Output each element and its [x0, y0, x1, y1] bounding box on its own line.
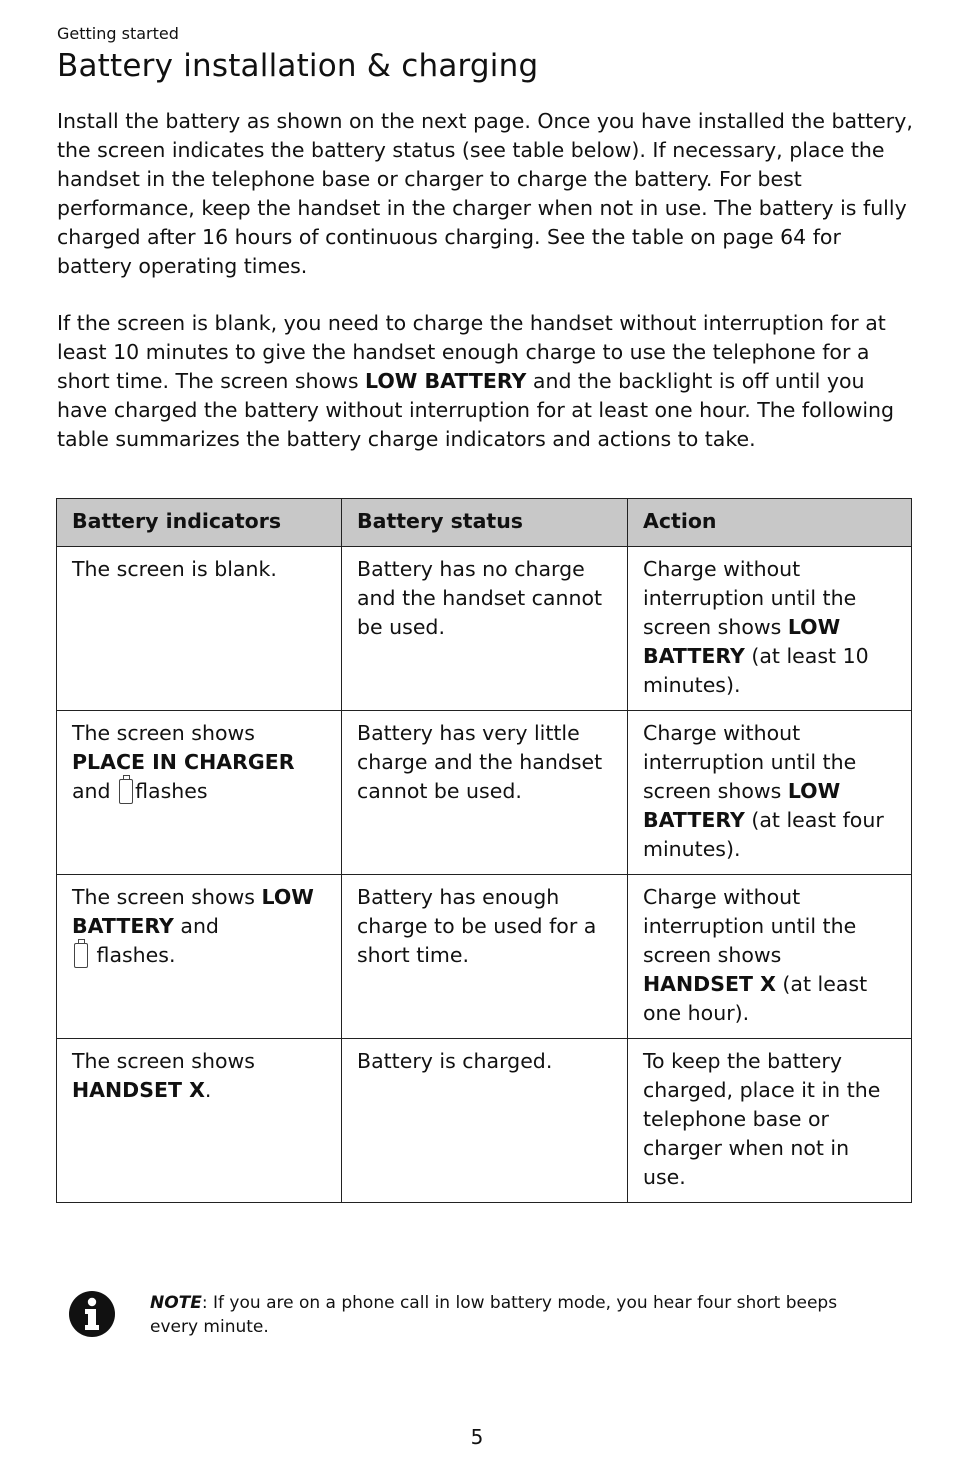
cell-text: flashes [135, 779, 208, 803]
screen-message: HANDSET X [643, 972, 776, 996]
action-cell: To keep the battery charged, place it in the telephone base or charger when not in use. [628, 1039, 912, 1203]
table-row [57, 547, 912, 711]
column-header-action: Action [628, 499, 912, 547]
screen-message: HANDSET X [72, 1078, 205, 1102]
note-text [150, 1291, 890, 1339]
cell-text: The screen shows [72, 885, 262, 909]
empty-battery-icon [119, 779, 133, 804]
cell-text: Charge without interruption until the screen shows [643, 885, 857, 967]
cell-text: (at least 10 minutes). [643, 644, 869, 697]
cell-text: and [72, 779, 111, 803]
note-body: : If you are on a phone call in low battery mode, you hear four short beeps every minute. [150, 1293, 838, 1337]
indicator-cell [57, 711, 342, 875]
note-label: NOTE [150, 1293, 202, 1313]
table-header-row [57, 499, 912, 547]
cell-text: flashes. [96, 943, 176, 967]
screen-message: PLACE IN CHARGER [72, 750, 295, 774]
status-cell: Battery has no charge and the handset cannot be used. [342, 547, 628, 711]
action-cell [628, 711, 912, 875]
page-number: 5 [470, 1425, 484, 1449]
cell-text: Charge without interruption until the screen shows [643, 721, 857, 803]
info-icon [68, 1290, 116, 1338]
indicator-cell [57, 547, 342, 711]
column-header-status: Battery status [342, 499, 628, 547]
action-cell [628, 547, 912, 711]
indicator-cell [57, 875, 342, 1039]
cell-text: . [204, 1078, 212, 1102]
battery-indicator-table [56, 498, 912, 1203]
cell-text: (at least one hour). [643, 972, 868, 1025]
cell-text: The screen shows [72, 1049, 255, 1073]
status-cell: Battery has very little charge and the handset cannot be used. [342, 711, 628, 875]
paragraph-text: and the backlight is off until you have charged the battery without interruption for at least one hour. The following table summarizes the battery charge indicators and actions to take. [57, 369, 895, 451]
table-row [57, 1039, 912, 1203]
intro-paragraph: Install the battery as shown on the next page. Once you have installed the battery, the screen indicates the battery status (see table below). If necessary, place the handset in the telephone base or charger to charge the battery. For best performance, keep the handset in the charger when not in use. The battery is fully charged after 16 hours of continuous charging. See the table on page 64 for battery operating times. [57, 109, 913, 278]
table-row [57, 875, 912, 1039]
cell-text: Charge without interruption until the screen shows [643, 557, 857, 639]
blank-screen-paragraph [57, 309, 917, 454]
page-title: Battery installation & charging [57, 48, 539, 84]
empty-battery-icon [74, 943, 88, 968]
screen-message: LOW BATTERY [643, 779, 841, 832]
indicator-cell [57, 1039, 342, 1203]
action-cell [628, 875, 912, 1039]
cell-text: The screen is blank. [72, 557, 277, 581]
column-header-indicators: Battery indicators [57, 499, 342, 547]
section-label: Getting started [57, 24, 179, 43]
table-row [57, 711, 912, 875]
cell-text: The screen shows [72, 721, 255, 745]
status-cell: Battery has enough charge to be used for a short time. [342, 875, 628, 1039]
screen-message: LOW BATTERY [72, 885, 314, 938]
status-cell: Battery is charged. [342, 1039, 628, 1203]
screen-message: LOW BATTERY [643, 615, 841, 668]
low-battery-term: LOW BATTERY [365, 369, 527, 393]
cell-text: (at least four minutes). [643, 808, 884, 861]
paragraph-text: If the screen is blank, you need to charge the handset without interruption for at least 10 minutes to give the handset enough charge to use the telephone for a short time. The screen shows [57, 311, 886, 393]
cell-text: and [173, 914, 219, 938]
